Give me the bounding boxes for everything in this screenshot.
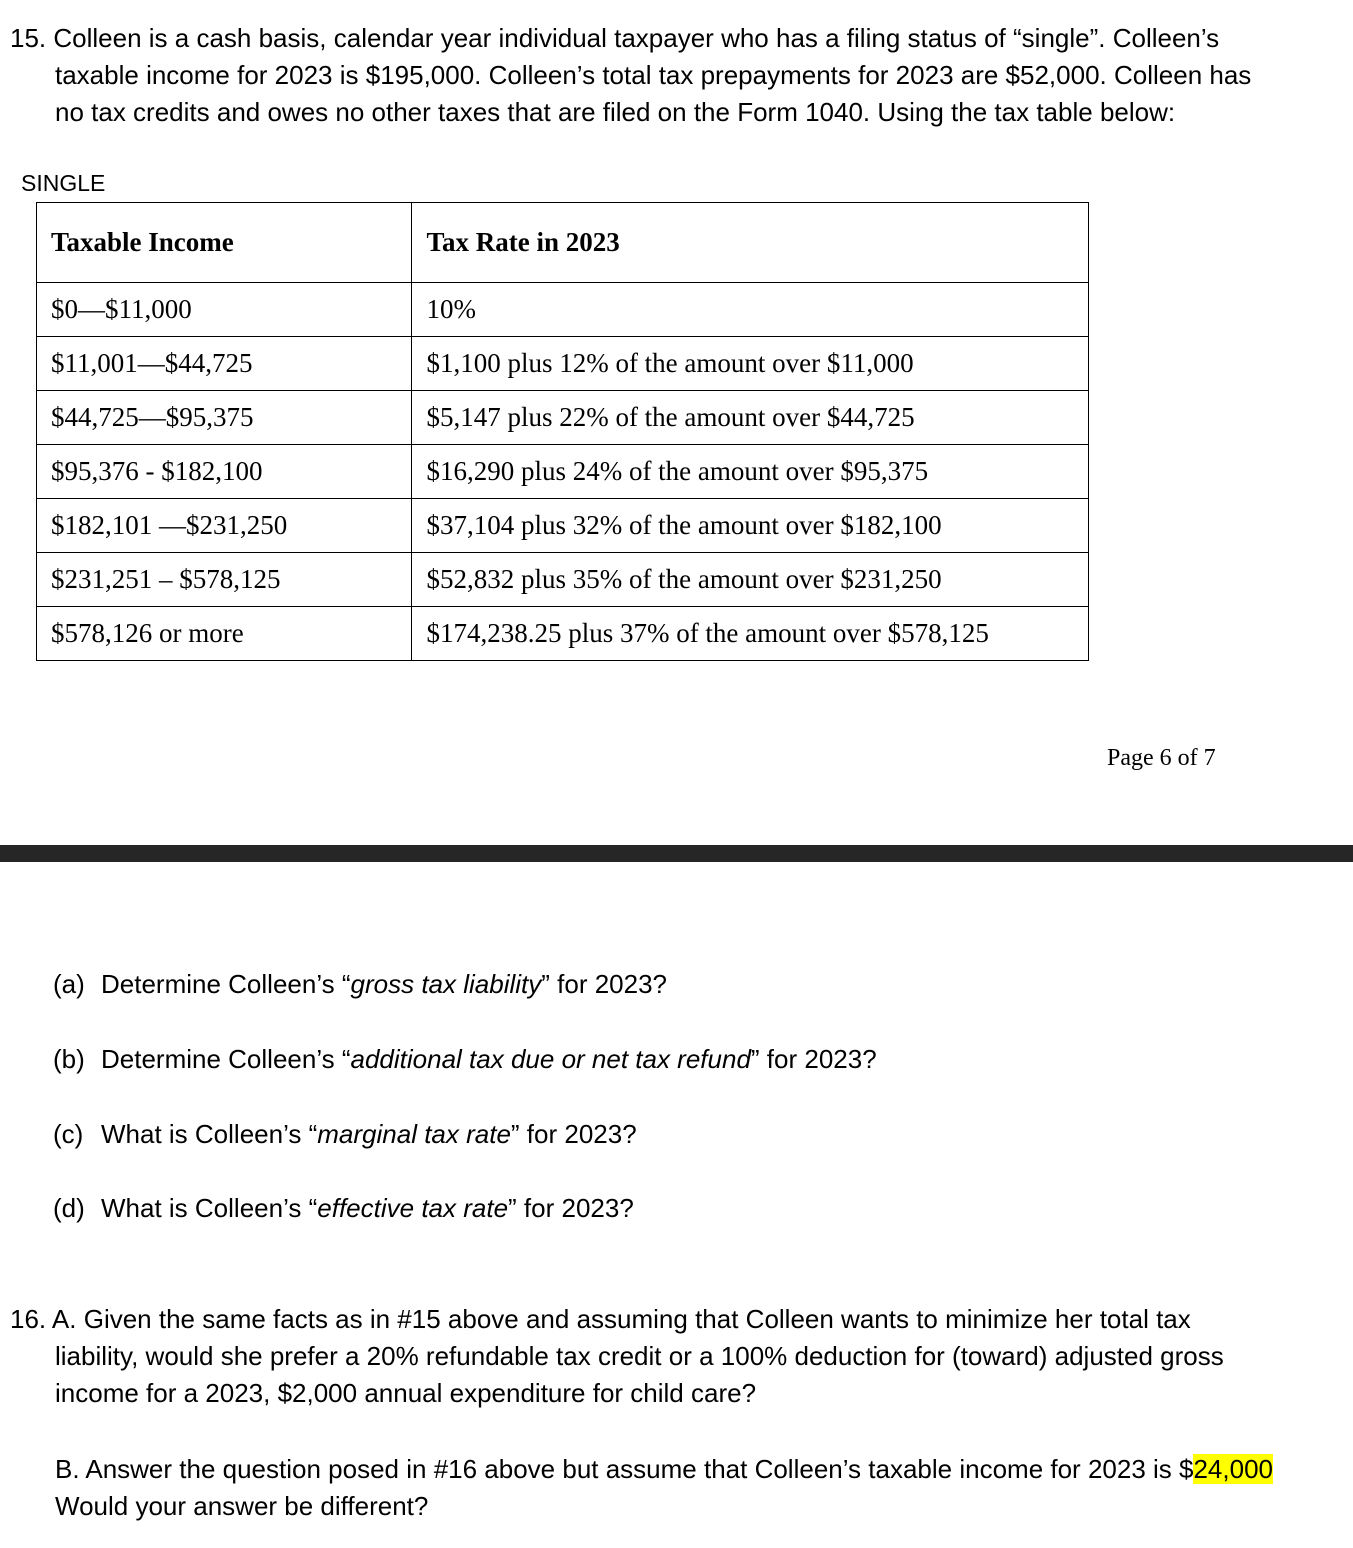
subquestion-a-after: ” for 2023? xyxy=(541,969,667,999)
subquestion-b-after: ” for 2023? xyxy=(750,1044,877,1074)
highlighted-income-amount: 24,000 xyxy=(1193,1454,1273,1484)
taxable-income-cell: $11,001—$44,725 xyxy=(37,337,412,391)
subquestion-b-term: additional tax due or net tax refund xyxy=(350,1044,751,1074)
table-label-single: SINGLE xyxy=(21,170,106,196)
table-row xyxy=(37,499,1089,553)
subquestion-b xyxy=(53,1041,877,1078)
page-break-divider xyxy=(0,845,1353,862)
tax-rate-cell: $37,104 plus 32% of the amount over $182,100 xyxy=(412,499,1089,553)
question-16b-text xyxy=(55,1451,1273,1525)
subquestion-c-tag: (c) xyxy=(53,1119,84,1149)
tax-rate-cell: 10% xyxy=(412,283,1089,337)
subquestion-d-tag: (d) xyxy=(53,1193,85,1223)
question-15-text xyxy=(10,20,1251,131)
table-row xyxy=(37,445,1089,499)
subquestion-b-before: Determine Colleen’s “ xyxy=(101,1044,351,1074)
taxable-income-cell: $231,251 – $578,125 xyxy=(37,553,412,607)
table-row xyxy=(37,283,1089,337)
subquestion-d-term: effective tax rate xyxy=(317,1193,509,1223)
tax-rate-table xyxy=(36,202,1089,661)
table-header-row xyxy=(37,203,1089,283)
question-16b-line-1-text: B. Answer the question posed in #16 above but assume that Colleen’s taxable income for 2023 is $ xyxy=(55,1454,1194,1484)
tax-rate-cell: $174,238.25 plus 37% of the amount over $578,125 xyxy=(412,607,1089,661)
question-16a-line-3: income for a 2023, $2,000 annual expenditure for child care? xyxy=(55,1378,757,1408)
taxable-income-cell: $0—$11,000 xyxy=(37,283,412,337)
subquestion-c-after: ” for 2023? xyxy=(510,1119,637,1149)
subquestion-c-before: What is Colleen’s “ xyxy=(101,1119,318,1149)
taxable-income-cell: $578,126 or more xyxy=(37,607,412,661)
table-row xyxy=(37,607,1089,661)
tax-rate-cell: $16,290 plus 24% of the amount over $95,375 xyxy=(412,445,1089,499)
subquestion-c-term: marginal tax rate xyxy=(317,1119,511,1149)
question-16a-line-1: 16. A. Given the same facts as in #15 above and assuming that Colleen wants to minimize her total tax xyxy=(10,1304,1191,1334)
header-tax-rate: Tax Rate in 2023 xyxy=(412,203,1089,283)
question-16b-line-1 xyxy=(55,1451,1273,1488)
table-row xyxy=(37,553,1089,607)
question-16a-text xyxy=(10,1301,1224,1412)
table-row xyxy=(37,391,1089,445)
page-number: Page 6 of 7 xyxy=(1107,745,1216,771)
question-15-line-3: no tax credits and owes no other taxes that are filed on the Form 1040. Using the tax table below: xyxy=(55,97,1176,127)
subquestion-a-tag: (a) xyxy=(53,969,85,999)
question-16a-line-2: liability, would she prefer a 20% refundable tax credit or a 100% deduction for (toward) adjusted gross xyxy=(55,1341,1224,1371)
taxable-income-cell: $44,725—$95,375 xyxy=(37,391,412,445)
subquestion-a xyxy=(53,966,667,1003)
subquestion-a-before: Determine Colleen’s “ xyxy=(101,969,351,999)
question-15-line-2: taxable income for 2023 is $195,000. Colleen’s total tax prepayments for 2023 are $52,000. Colleen has xyxy=(55,60,1252,90)
taxable-income-cell: $182,101 —$231,250 xyxy=(37,499,412,553)
tax-rate-cell: $5,147 plus 22% of the amount over $44,725 xyxy=(412,391,1089,445)
subquestion-d xyxy=(53,1190,634,1227)
subquestion-c xyxy=(53,1116,637,1153)
subquestion-b-tag: (b) xyxy=(53,1044,85,1074)
question-16b-line-2: Would your answer be different? xyxy=(55,1491,429,1521)
taxable-income-cell: $95,376 - $182,100 xyxy=(37,445,412,499)
table-row xyxy=(37,337,1089,391)
subquestion-d-before: What is Colleen’s “ xyxy=(101,1193,318,1223)
question-15-line-1: 15. Colleen is a cash basis, calendar year individual taxpayer who has a filing status of “single”. Colleen’s xyxy=(10,23,1220,53)
subquestion-d-after: ” for 2023? xyxy=(508,1193,634,1223)
tax-rate-cell: $52,832 plus 35% of the amount over $231,250 xyxy=(412,553,1089,607)
subquestion-a-term: gross tax liability xyxy=(350,969,542,999)
header-taxable-income: Taxable Income xyxy=(37,203,412,283)
tax-rate-cell: $1,100 plus 12% of the amount over $11,000 xyxy=(412,337,1089,391)
